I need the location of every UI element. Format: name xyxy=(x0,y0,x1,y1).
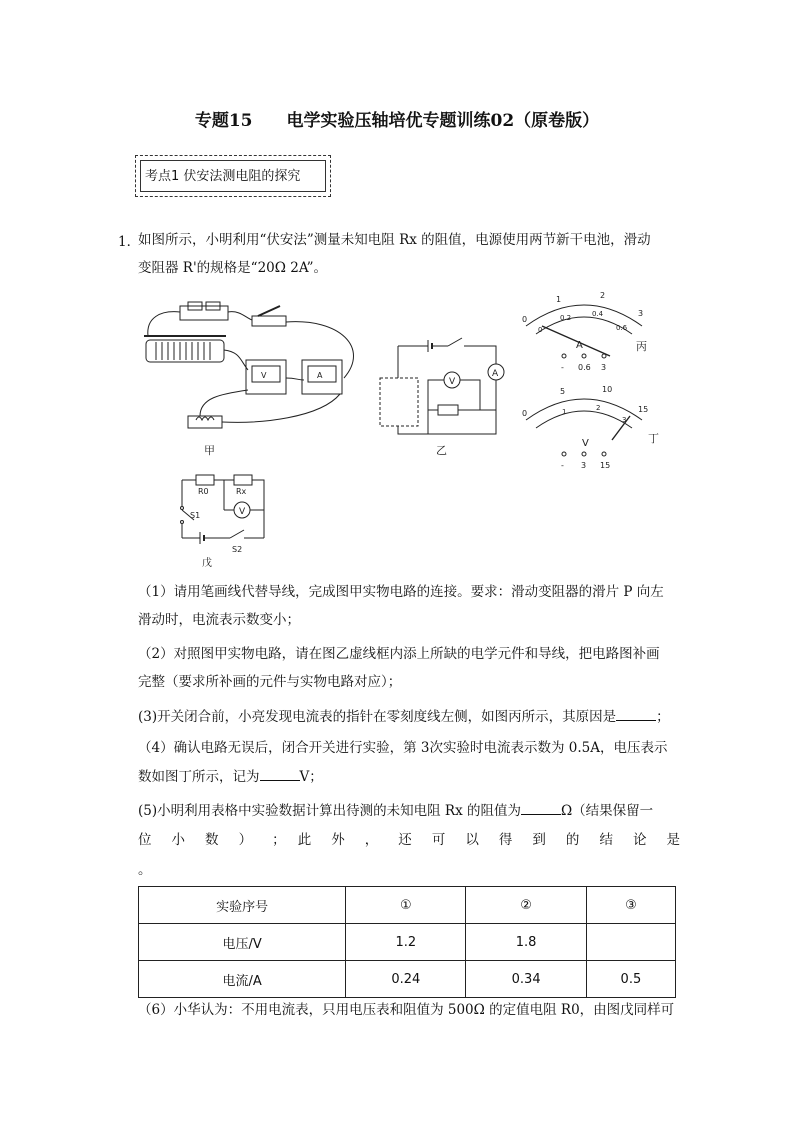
caption-jia: 甲 xyxy=(204,444,215,457)
table-cell: 电流/A xyxy=(139,961,346,998)
figure-label: 0 xyxy=(522,315,528,324)
table-header-cell: ③ xyxy=(586,887,675,924)
yi-v-label: V xyxy=(449,377,456,387)
figure-ding-voltmeter xyxy=(512,380,662,472)
figure-label: 3 xyxy=(581,461,587,470)
table-cell: 1.8 xyxy=(466,924,586,961)
figure-label: 0.6 xyxy=(578,363,591,372)
figure-wu xyxy=(172,470,278,570)
part5-line-a: (5)小明利用表格中实验数据计算出待测的未知电阻 Rx 的阻值为 Ω（结果保留一 xyxy=(138,800,680,821)
figure-label: 0.4 xyxy=(592,310,604,318)
table-row xyxy=(139,924,676,961)
caption-wu: 戊 xyxy=(202,558,212,569)
stem-line2: 变阻器 R'的规格是“20Ω 2A”。 xyxy=(138,260,327,276)
caption-yi: 乙 xyxy=(436,444,447,457)
rheostat xyxy=(146,340,224,362)
figure-label: 2 xyxy=(596,404,601,412)
caption-bing: 丙 xyxy=(636,340,647,353)
table-header-cell: 实验序号 xyxy=(139,887,346,924)
jia-ammeter-label: A xyxy=(317,371,323,380)
table-cell: 0.5 xyxy=(586,961,675,998)
figure-label: 1 xyxy=(562,408,567,416)
figure-label: 0.6 xyxy=(616,324,628,332)
part1-line-b: 滑动时，电流表示数变小； xyxy=(138,612,300,628)
table-row xyxy=(139,961,676,998)
kaodian-label: 考点1 伏安法测电阻的探究 xyxy=(140,160,326,192)
rx xyxy=(234,475,252,485)
yi-a-label: A xyxy=(492,369,499,379)
ding-v-label: V xyxy=(582,438,589,449)
data-table xyxy=(138,886,676,998)
yi-dashed-box xyxy=(380,378,418,426)
figure-label: 0 xyxy=(522,409,528,418)
part6-line: （6）小华认为：不用电流表，只用电压表和阻值为 500Ω 的定值电阻 R0，由图戊同样可 xyxy=(138,1002,675,1018)
table-header-cell: ② xyxy=(466,887,586,924)
figure-label: 0.2 xyxy=(560,314,572,322)
part5-line-c: 。 xyxy=(138,862,152,878)
table-cell: 0.24 xyxy=(346,961,466,998)
stem-line1: 如图所示，小明利用“伏安法”测量未知电阻 Rx 的阻值，电源使用两节新干电池，滑动 xyxy=(138,232,651,248)
figure-label: 15 xyxy=(600,461,611,470)
part3-line: (3)开关闭合前，小亮发现电流表的指针在零刻度线左侧，如图丙所示，其原因是 ； xyxy=(138,706,680,727)
figure-label: 10 xyxy=(602,385,613,394)
part2-line-b: 完整（要求所补画的元件与实物电路对应）； xyxy=(138,674,402,690)
part4-line-b: 数如图丁所示，记为 V； xyxy=(138,766,680,787)
jia-voltmeter-label: V xyxy=(261,371,267,380)
figure-label: 5 xyxy=(560,387,566,396)
battery-box xyxy=(180,306,228,320)
question-number: 1． xyxy=(118,234,141,250)
figure-label: 3 xyxy=(622,416,627,424)
figure-label: S1 xyxy=(190,511,201,520)
caption-ding: 丁 xyxy=(648,432,659,445)
table-cell: 1.2 xyxy=(346,924,466,961)
figure-label: 15 xyxy=(638,405,649,414)
figure-yi xyxy=(374,334,514,458)
bing-a-label: A xyxy=(576,340,583,351)
topic-number: 专题15 xyxy=(194,111,253,131)
table-cell xyxy=(586,924,675,961)
page-title xyxy=(0,106,794,131)
figure-jia xyxy=(140,298,380,458)
part5-line-b: 位 小 数 ） ； 此 外 ， 还 可 以 得 到 的 结 论 是 xyxy=(138,832,680,848)
kaodian-box xyxy=(135,155,331,197)
figure-bing-ammeter xyxy=(512,286,662,378)
figure-label: 0 xyxy=(538,326,543,334)
figure-label: 3 xyxy=(638,309,644,318)
table-cell: 电压/V xyxy=(139,924,346,961)
figure-label: Rx xyxy=(236,487,247,496)
figure-label: 1 xyxy=(556,295,562,304)
switch xyxy=(252,316,286,326)
topic-name: 电学实验压轴培优专题训练02（原卷版） xyxy=(286,111,600,131)
figure-label: R0 xyxy=(198,487,209,496)
table-header-cell: ① xyxy=(346,887,466,924)
voltmeter-pointer xyxy=(612,416,630,440)
r0 xyxy=(196,475,214,485)
figure-label: S2 xyxy=(232,545,243,554)
wu-v-label: V xyxy=(239,507,246,517)
figure-label: 3 xyxy=(601,363,607,372)
part1-line-a: （1）请用笔画线代替导线，完成图甲实物电路的连接。要求：滑动变阻器的滑片 P 向左 xyxy=(138,584,664,600)
table-header-row xyxy=(139,887,676,924)
table-cell: 0.34 xyxy=(466,961,586,998)
part2-line-a: （2）对照图甲实物电路，请在图乙虚线框内添上所缺的电学元件和导线，把电路图补画 xyxy=(138,646,660,662)
part4-line-a: （4）确认电路无误后，闭合开关进行实验，第 3次实验时电流表示数为 0.5A，电压表示 xyxy=(138,740,668,756)
resistor-rx xyxy=(188,416,222,428)
figure-label: - xyxy=(561,461,564,470)
figure-label: - xyxy=(561,363,564,372)
figure-label: 2 xyxy=(600,291,606,300)
